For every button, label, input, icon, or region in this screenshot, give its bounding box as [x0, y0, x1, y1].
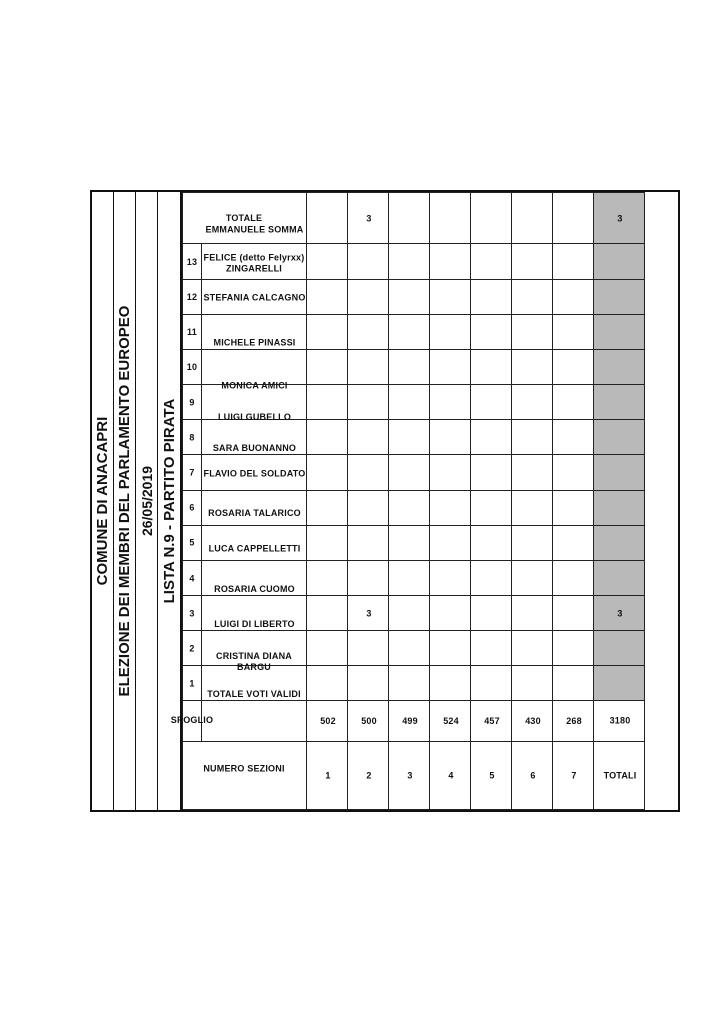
sezione-number [389, 741, 430, 809]
totali-voti-validi [594, 701, 645, 741]
candidate-vote-cell [553, 244, 594, 279]
candidate-vote-cell [348, 490, 389, 525]
election-date: 26/05/2019 [136, 192, 158, 810]
sezione-number-text: 3 [407, 770, 413, 781]
totali-totale [594, 193, 645, 244]
sezioni-header: NUMERO SEZIONI [203, 763, 285, 774]
voti-validi-value [512, 701, 553, 741]
candidate-vote-cell [512, 420, 553, 455]
totali-candidate-cell [594, 244, 645, 279]
totali-totale-text: 3 [617, 213, 623, 224]
candidate-number-text: 6 [188, 502, 195, 513]
candidate-name [208, 508, 301, 519]
candidate-name-line1: FELICE (detto Felyrxx) [203, 252, 305, 263]
candidate-name [221, 381, 287, 392]
sezione-number [512, 741, 553, 809]
totali-candidate-cell [594, 349, 645, 384]
candidate-vote-cell [553, 385, 594, 420]
candidate-vote-cell [389, 490, 430, 525]
candidate-name-line1: FLAVIO DEL SOLDATO [203, 468, 305, 479]
candidate-vote-cell [553, 279, 594, 314]
sezione-row [307, 193, 348, 810]
voti-validi-value-text: 457 [484, 716, 500, 727]
sezione-number-text: 4 [448, 770, 454, 781]
voti-validi-value [553, 701, 594, 741]
candidate-vote-cell [471, 631, 512, 666]
candidate-vote-cell [512, 490, 553, 525]
candidate-number-1 [183, 666, 202, 701]
candidate-name-line2: ZINGARELLI [225, 263, 282, 274]
candidate-vote-cell [471, 244, 512, 279]
candidate-vote-cell [307, 420, 348, 455]
candidate-vote-cell [307, 631, 348, 666]
voti-validi-value [389, 701, 430, 741]
candidate-vote-cell [389, 349, 430, 384]
candidate-name-line1: CRISTINA DIANA [216, 651, 292, 662]
candidate-vote-cell [471, 560, 512, 595]
candidate-vote-cell [553, 560, 594, 595]
candidate-vote-cell [348, 314, 389, 349]
candidate-vote-cell [430, 349, 471, 384]
candidate-number-6 [183, 490, 202, 525]
candidate-vote-cell [348, 525, 389, 560]
candidate-vote-cell [430, 244, 471, 279]
totali-candidate-cell [594, 490, 645, 525]
candidate-name [214, 584, 295, 595]
candidate-vote-cell [348, 631, 389, 666]
candidate-vote-cell [471, 314, 512, 349]
candidate-vote-cell [471, 525, 512, 560]
candidate-vote-cell [389, 666, 430, 701]
candidate-vote-cell [307, 385, 348, 420]
candidate-number-text: 8 [188, 432, 195, 443]
candidate-vote-cell [430, 314, 471, 349]
voti-validi-value-text: 268 [566, 716, 582, 727]
candidate-name [212, 442, 295, 453]
totali-voti-validi-text: 3180 [609, 716, 631, 727]
totali-candidate-cell [594, 420, 645, 455]
candidate-vote-cell [348, 279, 389, 314]
candidate-number-8 [183, 420, 202, 455]
candidate-vote-cell [389, 455, 430, 490]
candidate-name-line1: EMMANUELE SOMMA [205, 224, 303, 235]
document-sheet [90, 190, 680, 812]
candidate-number-text: 10 [186, 362, 197, 373]
candidate-number-7 [183, 455, 202, 490]
candidate-number-12 [183, 279, 202, 314]
candidate-name-line1: MONICA AMICI [220, 380, 288, 391]
candidate-name [217, 412, 290, 423]
candidate-vote-cell [348, 420, 389, 455]
candidate-vote-cell [389, 631, 430, 666]
candidate-number-2 [183, 631, 202, 666]
candidate-vote-cell [430, 385, 471, 420]
sezione-number [348, 741, 389, 809]
candidate-name [216, 652, 292, 674]
candidate-vote-cell [430, 525, 471, 560]
sezioni-header-cell [183, 741, 307, 809]
candidate-number-text: 12 [186, 291, 197, 302]
totali-candidate-cell [594, 560, 645, 595]
sezione-number [307, 741, 348, 809]
candidate-vote-cell [348, 596, 389, 631]
candidate-number-text: 11 [186, 326, 197, 337]
row-totale-value [307, 193, 348, 244]
list-title: LISTA N.9 - PARTITO PIRATA [158, 192, 182, 810]
voti-validi-header-cell [202, 688, 307, 741]
candidate-vote-cell [512, 349, 553, 384]
sezione-number-text: 7 [571, 770, 577, 781]
totali-candidate-cell-text: 3 [617, 608, 623, 619]
candidate-vote-cell [307, 244, 348, 279]
candidate-vote-cell [553, 349, 594, 384]
candidate-vote-cell [430, 666, 471, 701]
candidate-name [203, 292, 305, 303]
candidate-name-line1: LUIGI DI LIBERTO [213, 619, 295, 630]
sezione-number [471, 741, 512, 809]
candidate-vote-cell [307, 314, 348, 349]
sezione-row [389, 193, 430, 810]
sezione-number [553, 741, 594, 809]
voti-validi-value-text: 502 [320, 716, 336, 727]
sezione-row [553, 193, 594, 810]
candidate-vote-cell [430, 455, 471, 490]
candidate-vote-cell [553, 666, 594, 701]
candidate-name-row [202, 193, 307, 810]
candidate-vote-cell [471, 490, 512, 525]
totali-label-text: TOTALI [603, 770, 637, 781]
candidate-vote-cell [512, 314, 553, 349]
candidate-vote-cell [471, 666, 512, 701]
candidate-vote-cell [471, 385, 512, 420]
candidate-vote-cell [389, 560, 430, 595]
candidate-name-line1: LUIGI GUBELLO [217, 412, 291, 423]
voti-validi-value [430, 701, 471, 741]
candidate-vote-cell [348, 349, 389, 384]
candidate-vote-cell [553, 596, 594, 631]
totali-candidate-cell [594, 525, 645, 560]
votes-table [170, 192, 645, 810]
row-totale-value [553, 193, 594, 244]
candidate-vote-cell [430, 490, 471, 525]
candidate-vote-cell [307, 596, 348, 631]
candidate-vote-cell [348, 385, 389, 420]
candidate-vote-cell [307, 666, 348, 701]
row-totale-value [430, 193, 471, 244]
row-totale-value [389, 193, 430, 244]
candidate-number-5 [183, 525, 202, 560]
voti-validi-value-text: 430 [525, 716, 541, 727]
candidate-vote-cell [512, 279, 553, 314]
candidate-vote-cell-text: 3 [366, 608, 372, 619]
candidate-vote-cell [553, 490, 594, 525]
candidate-number-13 [183, 244, 202, 279]
sezione-number-text: 2 [366, 770, 372, 781]
election-title: ELEZIONE DEI MEMBRI DEL PARLAMENTO EUROPEO [114, 192, 136, 810]
candidate-vote-cell [307, 279, 348, 314]
candidate-vote-cell [512, 244, 553, 279]
candidate-vote-cell [348, 455, 389, 490]
candidate-vote-cell [471, 349, 512, 384]
candidate-vote-cell [471, 420, 512, 455]
candidate-number-row [183, 193, 202, 810]
candidate-name-line2: BARGU [237, 662, 271, 673]
candidate-vote-cell [389, 279, 430, 314]
candidate-number-text: 13 [186, 256, 197, 267]
candidate-number-4 [183, 560, 202, 595]
candidate-vote-cell [512, 455, 553, 490]
candidate-vote-cell [348, 560, 389, 595]
candidate-name-line1: SARA BUONANNO [212, 442, 296, 453]
sezione-row [430, 193, 471, 810]
sezione-row [348, 193, 389, 810]
candidate-number-text: 4 [188, 572, 195, 583]
candidate-number-3 [183, 596, 202, 631]
totali-candidate-cell [594, 666, 645, 701]
candidate-vote-cell [389, 244, 430, 279]
candidate-number-text: 7 [188, 467, 195, 478]
candidate-vote-cell [307, 455, 348, 490]
candidate-name [213, 338, 295, 349]
candidate-number-text: 5 [188, 537, 195, 548]
election-table-document [90, 190, 680, 812]
candidate-vote-cell [471, 596, 512, 631]
voti-validi-value [348, 701, 389, 741]
candidate-vote-cell [389, 385, 430, 420]
candidate-vote-cell [512, 631, 553, 666]
voti-validi-header: TOTALE VOTI VALIDI [207, 688, 301, 699]
sezione-row [512, 193, 553, 810]
sezione-row [471, 193, 512, 810]
candidate-name [205, 224, 303, 235]
candidate-vote-cell [553, 631, 594, 666]
candidate-name [214, 620, 295, 631]
candidate-vote-cell [389, 314, 430, 349]
totali-row [594, 193, 645, 810]
candidate-name [203, 468, 305, 479]
candidate-vote-cell [348, 666, 389, 701]
totali-candidate-cell [594, 385, 645, 420]
candidate-number-text: 2 [188, 643, 195, 654]
candidate-vote-cell [430, 631, 471, 666]
candidate-vote-cell [512, 525, 553, 560]
candidate-name-line1: ROSARIA CUOMO [213, 584, 295, 595]
voti-validi-value [307, 701, 348, 741]
candidate-vote-cell [471, 279, 512, 314]
candidate-number-text: 9 [188, 397, 195, 408]
candidate-vote-cell [512, 560, 553, 595]
totali-candidate-cell [594, 631, 645, 666]
candidate-name-line1: STEFANIA CALCAGNO [202, 292, 306, 303]
totale-header: TOTALE [225, 213, 263, 224]
totale-header-cell [183, 193, 307, 244]
voti-validi-value-text: 500 [361, 716, 377, 727]
sezione-number [430, 741, 471, 809]
row-totale-value [348, 193, 389, 244]
candidate-vote-cell [553, 314, 594, 349]
candidate-vote-cell [553, 525, 594, 560]
candidate-vote-cell [512, 385, 553, 420]
candidate-vote-cell [307, 560, 348, 595]
candidate-name [208, 544, 300, 555]
candidate-number-text: 3 [188, 608, 195, 619]
candidate-vote-cell [389, 596, 430, 631]
candidate-vote-cell [553, 420, 594, 455]
candidate-vote-cell [307, 490, 348, 525]
voti-validi-value-text: 499 [402, 716, 418, 727]
sezione-number-text: 5 [489, 770, 495, 781]
candidate-vote-cell [512, 666, 553, 701]
candidate-vote-cell [389, 525, 430, 560]
candidate-vote-cell [389, 420, 430, 455]
comune-title: COMUNE DI ANACAPRI [92, 192, 114, 810]
candidate-name-line1: MICHELE PINASSI [212, 337, 296, 348]
candidate-number-11 [183, 314, 202, 349]
candidate-number-10 [183, 349, 202, 384]
candidate-name [204, 252, 305, 274]
sezione-number-text: 1 [325, 770, 331, 781]
candidate-vote-cell [430, 560, 471, 595]
totali-candidate-cell [594, 455, 645, 490]
candidate-vote-cell [430, 596, 471, 631]
candidate-vote-cell [512, 596, 553, 631]
candidate-vote-cell [553, 455, 594, 490]
candidate-name-line1: LUCA CAPPELLETTI [208, 543, 300, 554]
candidate-vote-cell [307, 525, 348, 560]
totali-candidate-cell [594, 596, 645, 631]
voti-validi-value-text: 524 [443, 716, 459, 727]
voti-validi-value [471, 701, 512, 741]
totali-candidate-cell [594, 314, 645, 349]
row-totale-value [512, 193, 553, 244]
candidate-number-text: 1 [188, 678, 195, 689]
row-totale-value-text: 3 [366, 213, 372, 224]
totali-label [594, 741, 645, 809]
candidate-name-cell-10 [202, 337, 307, 384]
candidate-vote-cell [307, 349, 348, 384]
candidate-name-line1: ROSARIA TALARICO [207, 508, 301, 519]
candidate-vote-cell [471, 455, 512, 490]
row-totale-value [471, 193, 512, 244]
candidate-vote-cell [430, 279, 471, 314]
spoglio-text: SPOGLIO [170, 714, 213, 725]
spoglio-label [170, 701, 213, 741]
candidate-number-9 [183, 385, 202, 420]
candidate-vote-cell [430, 420, 471, 455]
candidate-vote-cell [348, 244, 389, 279]
sezione-number-text: 6 [530, 770, 536, 781]
totali-candidate-cell [594, 279, 645, 314]
